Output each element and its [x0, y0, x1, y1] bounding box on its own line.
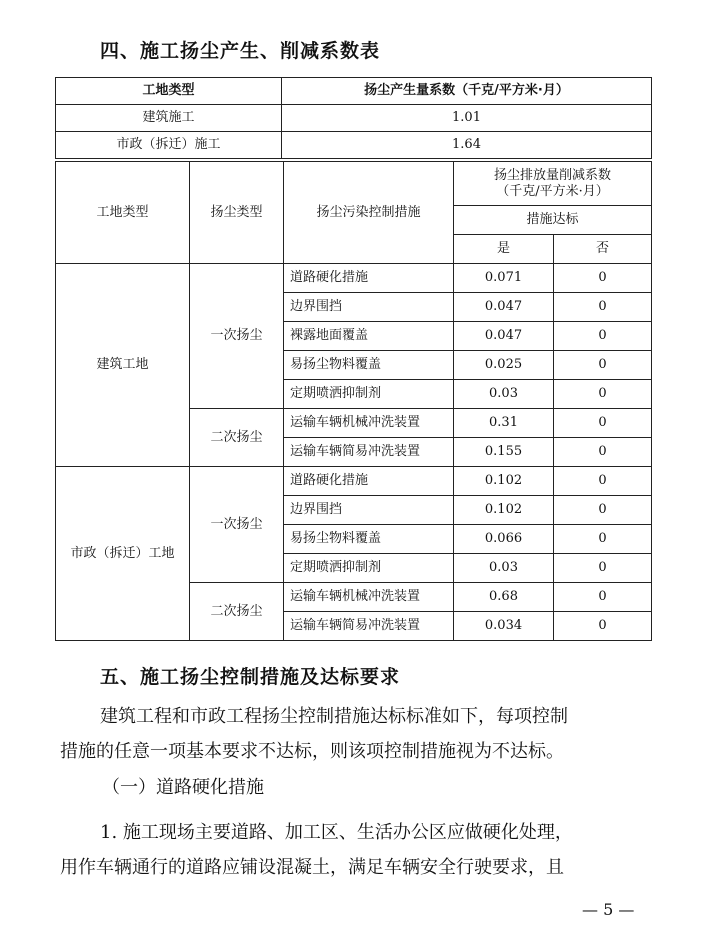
coefficient-cell: 1.01: [282, 105, 652, 132]
no-value-cell: 0: [554, 525, 652, 554]
no-value-cell: 0: [554, 496, 652, 525]
no-value-cell: 0: [554, 438, 652, 467]
no-value-cell: 0: [554, 322, 652, 351]
header-reduction-line1: 扬尘排放量削减系数: [494, 167, 612, 183]
yes-value-cell: 0.047: [454, 322, 554, 351]
table-row: [56, 132, 652, 159]
yes-value-cell: 0.034: [454, 612, 554, 641]
measure-cell: 易扬尘物料覆盖: [284, 525, 454, 554]
measure-cell: 边界围挡: [284, 293, 454, 322]
table-row: [56, 467, 652, 496]
yes-value-cell: 0.31: [454, 409, 554, 438]
paragraph-line: 措施的任意一项基本要求不达标，则该项控制措施视为不达标。: [60, 741, 564, 762]
table-header-row: [56, 78, 652, 105]
dust-type-cell: 一次扬尘: [190, 467, 284, 583]
table-row: [56, 264, 652, 293]
no-value-cell: 0: [554, 351, 652, 380]
no-value-cell: 0: [554, 409, 652, 438]
measure-cell: 运输车辆简易冲洗装置: [284, 612, 454, 641]
measure-cell: 定期喷洒抑制剂: [284, 554, 454, 583]
yes-value-cell: 0.102: [454, 467, 554, 496]
subheading-road-hardening: （一）道路硬化措施: [102, 777, 264, 798]
header-control-measure: 扬尘污染控制措施: [284, 162, 454, 264]
measure-cell: 运输车辆机械冲洗装置: [284, 409, 454, 438]
site-type-cell: 建筑工地: [56, 264, 190, 467]
table-row: [56, 105, 652, 132]
section-heading-5: 五、施工扬尘控制措施及达标要求: [100, 666, 401, 688]
paragraph-line: 用作车辆通行的道路应铺设混凝土，满足车辆安全行驶要求，且: [60, 857, 564, 878]
measure-cell: 裸露地面覆盖: [284, 322, 454, 351]
measure-cell: 道路硬化措施: [284, 467, 454, 496]
measure-cell: 定期喷洒抑制剂: [284, 380, 454, 409]
dust-type-cell: 二次扬尘: [190, 409, 284, 467]
no-value-cell: 0: [554, 293, 652, 322]
header-reduction-coefficient: [454, 162, 652, 206]
yes-value-cell: 0.03: [454, 554, 554, 583]
header-measure-standard: 措施达标: [454, 206, 652, 235]
yes-value-cell: 0.102: [454, 496, 554, 525]
paragraph-line: 1. 施工现场主要道路、加工区、生活办公区应做硬化处理，: [100, 822, 573, 843]
yes-value-cell: 0.025: [454, 351, 554, 380]
site-type-cell: 市政（拆迁）工地: [56, 467, 190, 641]
yes-value-cell: 0.68: [454, 583, 554, 612]
paragraph-line: 建筑工程和市政工程扬尘控制措施达标标准如下，每项控制: [100, 706, 568, 727]
yes-value-cell: 0.047: [454, 293, 554, 322]
header-yes: 是: [454, 235, 554, 264]
coefficient-cell: 1.64: [282, 132, 652, 159]
header-site-type: 工地类型: [56, 78, 282, 105]
dust-type-cell: 一次扬尘: [190, 264, 284, 409]
header-reduction-line2: （千克/平方米·月）: [496, 183, 609, 199]
no-value-cell: 0: [554, 554, 652, 583]
header-no: 否: [554, 235, 652, 264]
dust-type-cell: 二次扬尘: [190, 583, 284, 641]
no-value-cell: 0: [554, 612, 652, 641]
dust-generation-coefficient-table: [55, 77, 652, 159]
page-number: — 5 —: [582, 900, 635, 919]
measure-cell: 运输车辆简易冲洗装置: [284, 438, 454, 467]
no-value-cell: 0: [554, 264, 652, 293]
no-value-cell: 0: [554, 467, 652, 496]
yes-value-cell: 0.066: [454, 525, 554, 554]
measure-cell: 易扬尘物料覆盖: [284, 351, 454, 380]
dust-reduction-coefficient-table: [55, 161, 652, 641]
measure-cell: 运输车辆机械冲洗装置: [284, 583, 454, 612]
site-type-cell: 市政（拆迁）施工: [56, 132, 282, 159]
measure-cell: 道路硬化措施: [284, 264, 454, 293]
header-dust-type: 扬尘类型: [190, 162, 284, 264]
section-heading-4: 四、施工扬尘产生、削减系数表: [100, 40, 381, 62]
measure-cell: 边界围挡: [284, 496, 454, 525]
header-generation-coefficient: 扬尘产生量系数（千克/平方米·月）: [282, 78, 652, 105]
yes-value-cell: 0.071: [454, 264, 554, 293]
yes-value-cell: 0.155: [454, 438, 554, 467]
table-header-row: [56, 162, 652, 206]
site-type-cell: 建筑施工: [56, 105, 282, 132]
no-value-cell: 0: [554, 380, 652, 409]
no-value-cell: 0: [554, 583, 652, 612]
header-site-type: 工地类型: [56, 162, 190, 264]
yes-value-cell: 0.03: [454, 380, 554, 409]
